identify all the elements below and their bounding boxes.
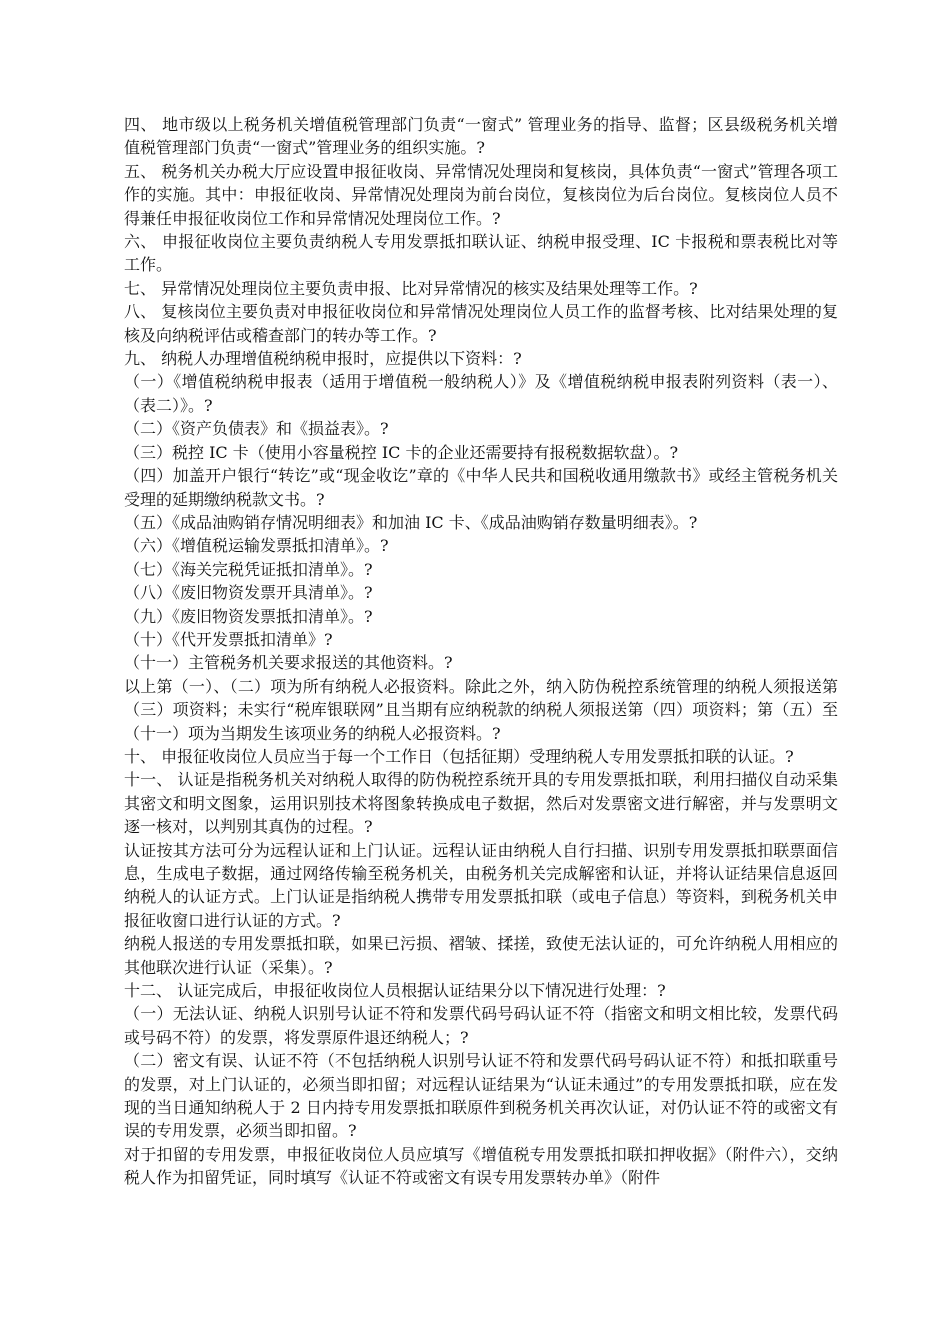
paragraph-12: 十二、 认证完成后，申报征收岗位人员根据认证结果分以下情况进行处理：? (124, 981, 666, 1001)
list-item-9-6: （六）《增值税运输发票抵扣清单》。? (124, 536, 389, 556)
paragraph-8: 八、 复核岗位主要负责对申报征收岗位和异常情况处理岗位人员工作的监督考核、比对结果处理的复核及向纳税评估或稽查部门的转办等工作。? (124, 302, 838, 345)
list-item-9-1: （一）《增值税纳税申报表（适用于增值税一般纳税人）》及《增值税纳税申报表附列资料（表一）、（表二）》。? (124, 372, 838, 415)
list-item-9-3: （三）税控 IC 卡（使用小容量税控 IC 卡的企业还需要持有报税数据软盘）。? (124, 442, 679, 462)
document-body (124, 113, 838, 1190)
list-item-9-11: （十一）主管税务机关要求报送的其他资料。? (124, 653, 453, 673)
paragraph-10: 十、 申报征收岗位人员应当于每一个工作日（包括征期）受理纳税人专用发票抵扣联的认证。? (124, 746, 794, 766)
paragraph-9-summary: 以上第（一）、（二）项为所有纳税人必报资料。除此之外，纳入防伪税控系统管理的纳税人须报送第（三）项资料；未实行“税库银联网”且当期有应纳税款的纳税人须报送第（四）项资料；第（五）至（十一）项为当期发生该项业务的纳税人必报资料。? (124, 676, 838, 743)
list-item-9-2: （二）《资产负债表》和《损益表》。? (124, 419, 389, 439)
paragraph-11-damaged: 纳税人报送的专用发票抵扣联，如果已污损、褶皱、揉搓，致使无法认证的，可允许纳税人用相应的其他联次进行认证（采集）。? (124, 934, 838, 977)
paragraph-7: 七、 异常情况处理岗位主要负责申报、比对异常情况的核实及结果处理等工作。? (124, 278, 698, 298)
list-item-9-9: （九）《废旧物资发票抵扣清单》。? (124, 606, 373, 626)
paragraph-4: 四、 地市级以上税务机关增值税管理部门负责“一窗式” 管理业务的指导、监督；区县级税务机关增值税管理部门负责“一窗式”管理业务的组织实施。? (124, 115, 838, 158)
paragraph-9: 九、 纳税人办理增值税纳税申报时，应提供以下资料：? (124, 349, 522, 369)
list-item-9-4: （四）加盖开户银行“转讫”或“现金收讫”章的《中华人民共和国税收通用缴款书》或经主管税务机关受理的延期缴纳税款文书。? (124, 466, 838, 509)
list-item-12-1: （一）无法认证、纳税人识别号认证不符和发票代码号码认证不符（指密文和明文相比较，发票代码或号码不符）的发票，将发票原件退还纳税人；? (124, 1004, 838, 1047)
paragraph-12-retained: 对于扣留的专用发票，申报征收岗位人员应填写《增值税专用发票抵扣联扣押收据》（附件六），交纳税人作为扣留凭证，同时填写《认证不符或密文有误专用发票转办单》（附件 (124, 1144, 838, 1188)
list-item-12-2: （二）密文有误、认证不符（不包括纳税人识别号认证不符和发票代码号码认证不符）和抵扣联重号的发票，对上门认证的，必须当即扣留；对远程认证结果为“认证未通过”的专用发票抵扣联，应在发现的当日通知纳税人于 2 日内持专用发票抵扣联原件到税务机关再次认证，对仍认证不符的或密文有误的专用发票，必须当即扣留。? (124, 1051, 838, 1141)
paragraph-11-methods: 认证按其方法可分为远程认证和上门认证。远程认证由纳税人自行扫描、识别专用发票抵扣联票面信息，生成电子数据，通过网络传输至税务机关，由税务机关完成解密和认证，并将认证结果信息返回纳税人的认证方式。上门认证是指纳税人携带专用发票抵扣联（或电子信息）等资料，到税务机关申报征收窗口进行认证的方式。? (124, 840, 838, 930)
paragraph-5: 五、 税务机关办税大厅应设置申报征收岗、异常情况处理岗和复核岗，具体负责“一窗式”管理各项工作的实施。其中：申报征收岗、异常情况处理岗为前台岗位，复核岗位为后台岗位。复核岗位人员不得兼任申报征收岗位工作和异常情况处理岗位工作。? (124, 161, 838, 228)
paragraph-6: 六、 申报征收岗位主要负责纳税人专用发票抵扣联认证、纳税申报受理、IC 卡报税和票表税比对等工作。 (124, 232, 838, 275)
list-item-9-10: （十）《代开发票抵扣清单》? (124, 629, 333, 649)
list-item-9-7: （七）《海关完税凭证抵扣清单》。? (124, 559, 373, 579)
list-item-9-5: （五）《成品油购销存情况明细表》和加油 IC 卡、《成品油购销存数量明细表》。? (124, 512, 698, 532)
list-item-9-8: （八）《废旧物资发票开具清单》。? (124, 583, 373, 603)
paragraph-11: 十一、 认证是指税务机关对纳税人取得的防伪税控系统开具的专用发票抵扣联，利用扫描仪自动采集其密文和明文图象，运用识别技术将图象转换成电子数据，然后对发票密文进行解密，并与发票明文逐一核对，以判别其真伪的过程。? (124, 770, 838, 837)
